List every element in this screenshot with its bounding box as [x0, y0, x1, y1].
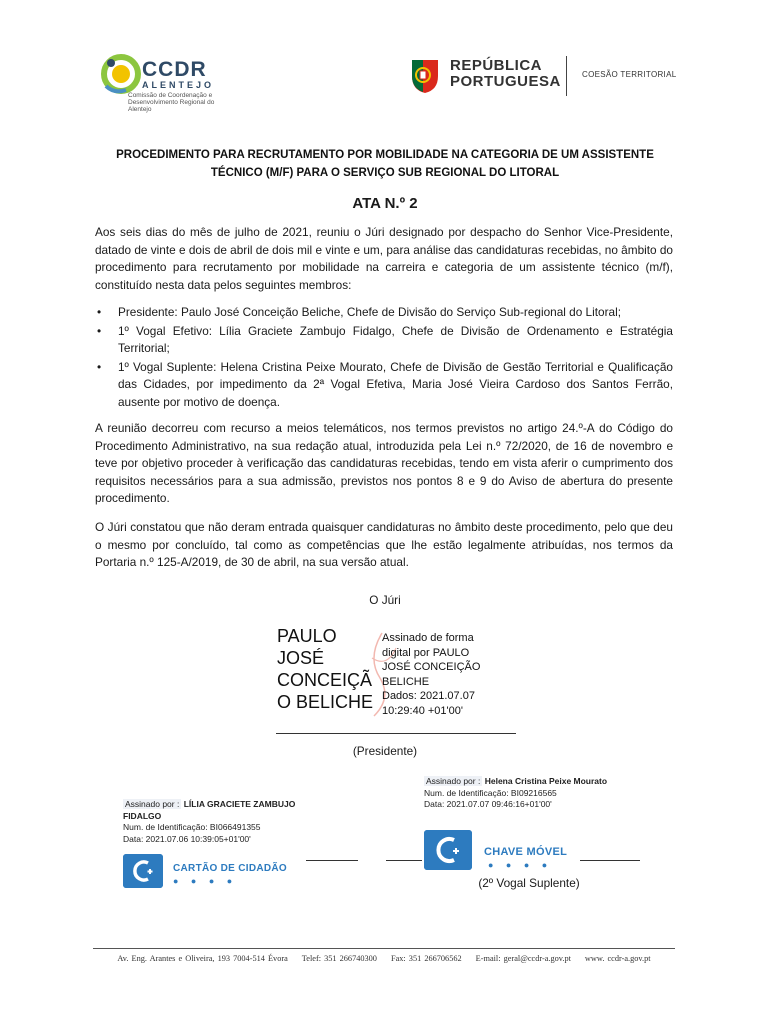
suplente-role: (2º Vogal Suplente) — [478, 876, 580, 890]
members-list — [95, 304, 673, 413]
chave-movel-badge: CHAVE MÓVEL ● ● ● ● — [424, 830, 584, 870]
document-title: PROCEDIMENTO PARA RECRUTAMENTO POR MOBILIDADE NA CATEGORIA DE UM ASSISTENTE TÉCNICO (M/F) PARA O SERVIÇO SUB REGIONAL DO LITORAL — [116, 149, 654, 179]
bullet: • — [97, 305, 102, 319]
ata-number: ATA N.º 2 — [352, 195, 418, 212]
footer-address: Av. Eng. Arantes e Oliveira, 193 7004-514 Évora — [117, 954, 288, 963]
suplente-signature-stamp: Assinado por : Helena Cristina Peixe Mourato Num. de Identificação: BI09216565 Data: 2021.07.07 09:46:16+01'00' — [424, 776, 608, 809]
coesao-territorial: COESÃO TERRITORIAL — [582, 70, 677, 79]
ccdr-name: CCDR — [142, 58, 207, 81]
footer — [93, 954, 675, 963]
republica-line2: PORTUGUESA — [450, 73, 561, 90]
juri-label: O Júri — [369, 593, 401, 607]
ccdr-region: ALENTEJO — [142, 80, 215, 90]
cartao-cidadao-badge: CARTÃO DE CIDADÃO ● ● ● ● — [123, 854, 288, 890]
chave-movel-icon — [424, 830, 472, 870]
list-item: • 1º Vogal Efetivo: Lília Graciete Zambujo Fidalgo, Chefe de Divisão de Ordenamento e Estratégia Territorial; — [97, 323, 673, 356]
republica-line1: REPÚBLICA — [450, 57, 543, 74]
efetivo-signature-stamp: Assinado por : LÍLIA GRACIETE ZAMBUJO FIDALGO Num. de Identificação: BI066491355 Data: 2021.07.06 10:39:05+01'00' — [123, 799, 296, 844]
ccdr-description: Comissão de Coordenação e Desenvolvimento Regional do Alentejo — [128, 92, 215, 113]
paragraph-intro: Aos seis dias do mês de julho de 2021, reuniu o Júri designado por despacho do Senhor Vice-Presidente, datado de vinte e dois de abril de dois mil e vinte e um, para análise das candidaturas recebidas, no âmbito do procedimento para recrutamento por mobilidade na carreira e categoria de um assistente técnico (m/f), constituído nesta data pelos seguintes membros: — [95, 225, 673, 292]
paragraph-meeting: A reunião decorreu com recurso a meios telemáticos, nos termos previstos no artigo 24.º-A do Código do Procedimento Administrativo, na sua redação atual, introduzida pela Lei n.º 72/2020, de 16 de novembro e teve por objetivo proceder à verificação das candidaturas recebidas, tendo em vista aferir o cumprimento dos requisitos necessários para a sua admissão, previstos nos pontos 8 e 9 do Aviso de abertura do presente procedimento. — [95, 421, 673, 506]
signature-line — [580, 860, 640, 861]
cartao-cidadao-icon — [123, 854, 163, 888]
president-signature-name: PAULO JOSÉ CONCEIÇÃ O BELICHE — [277, 626, 374, 712]
footer-divider — [93, 948, 675, 949]
footer-fax: Fax: 351 266706562 — [390, 954, 462, 963]
list-item: • 1º Vogal Suplente: Helena Cristina Peixe Mourato, Chefe de Divisão de Gestão Territorial e Qualificação das Cidades, por impedimento da 2ª Vogal Efetiva, Maria José Vieira Cardoso dos Santos Ferrão, ausente por motivo de doença. — [97, 359, 673, 409]
president-signature-details: Assinado de forma digital por PAULO JOSÉ CONCEIÇÃO BELICHE Dados: 2021.07.07 10:29:40 +01'00' — [382, 632, 481, 717]
signature-line — [306, 860, 358, 861]
signature-line — [386, 860, 422, 861]
list-item: • Presidente: Paulo José Conceição Beliche, Chefe de Divisão do Serviço Sub-regional do Litoral; — [95, 304, 673, 322]
republica-portuguesa — [450, 58, 561, 90]
footer-phone: Telef: 351 266740300 — [301, 954, 377, 963]
bullet: • — [97, 323, 102, 338]
signature-line — [276, 733, 516, 734]
footer-website[interactable]: www. ccdr-a.gov.pt — [584, 954, 651, 963]
president-role: (Presidente) — [352, 744, 418, 758]
paragraph-conclusion: O Júri constatou que não deram entrada quaisquer candidaturas no âmbito deste procedimento, pelo que deu o mesmo por concluído, tal como as competências que lhe estão legalmente atribuídas, nos termos da Portaria n.º 125-A/2019, de 30 de abril, na sua versão atual. — [95, 520, 673, 570]
header-divider — [566, 56, 567, 96]
portugal-emblem-icon — [410, 58, 440, 94]
bullet: • — [97, 359, 102, 374]
footer-email[interactable]: E-mail: geral@ccdr-a.gov.pt — [475, 954, 571, 963]
